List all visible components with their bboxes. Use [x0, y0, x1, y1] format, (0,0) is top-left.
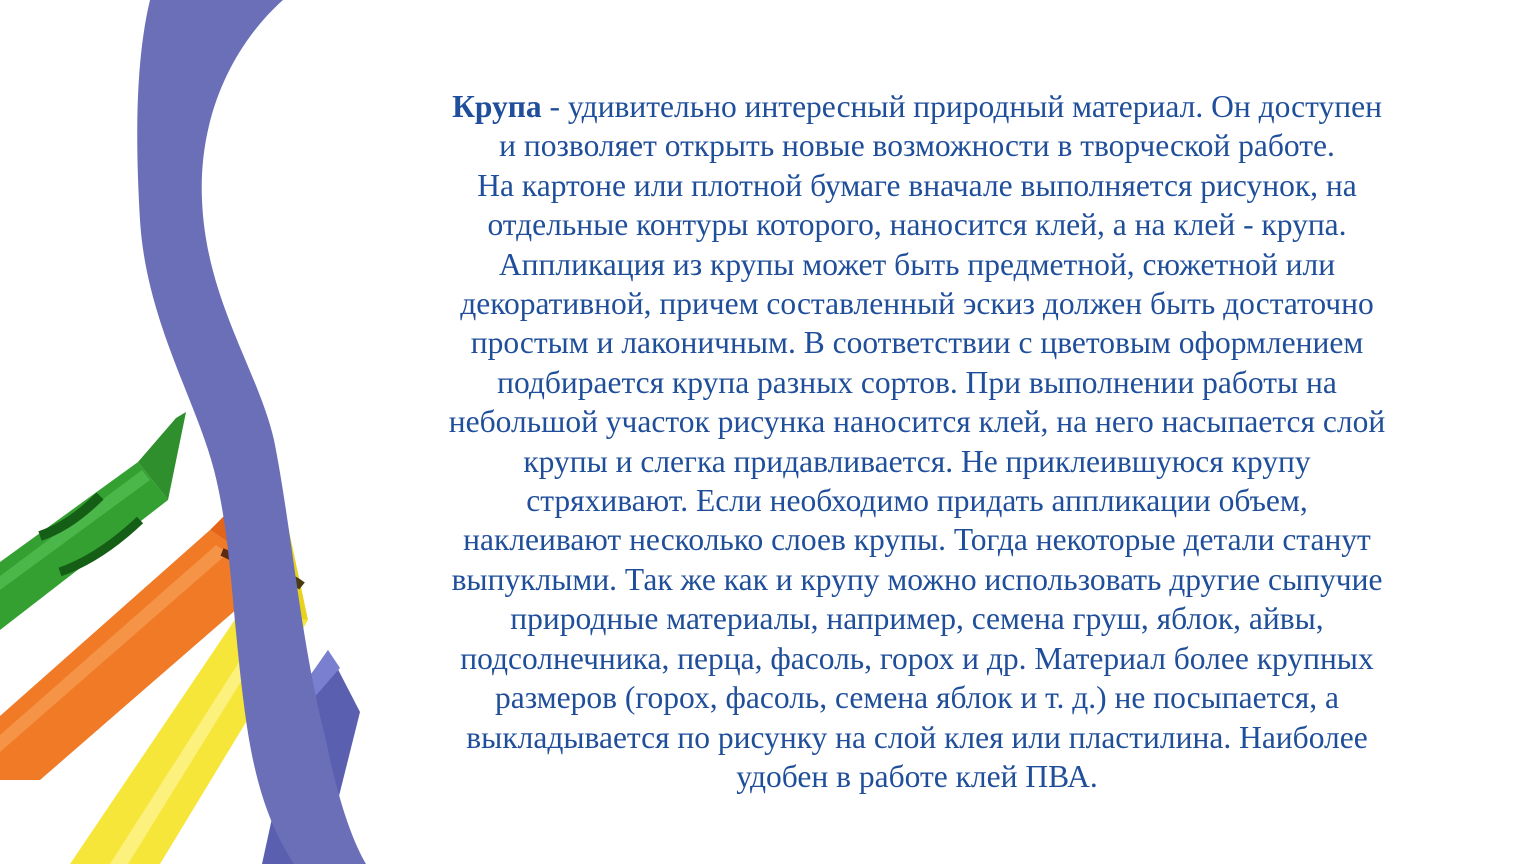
text-line: размеров (горох, фасоль, семена яблок и т. д.) не посыпается, а [495, 680, 1339, 716]
text-line: выпуклыми. Так же как и крупу можно использовать другие сыпучие [451, 561, 1383, 597]
text-line: подбирается крупа разных сортов. При выполнении работы на [497, 364, 1337, 400]
text-line: небольшой участок рисунка наносится клей, на него насыпается слой [448, 404, 1386, 440]
body-text [362, 87, 1472, 796]
text-line: выкладывается по рисунку на слой клея или пластилина. Наиболее [466, 719, 1368, 755]
text-line: декоративной, причем составленный эскиз должен быть достаточно [460, 286, 1374, 322]
text-line: подсолнечника, перца, фасоль, горох и др. Материал более крупных [460, 640, 1374, 676]
text-line: отдельные контуры которого, наносится клей, а на клей - крупа. [487, 207, 1347, 243]
text-line: удобен в работе клей ПВА. [736, 758, 1098, 794]
text-line: На картоне или плотной бумаге вначале выполняется рисунок, на [477, 167, 1357, 203]
text-line: крупы и слегка придавливается. Не приклеившуюся крупу [523, 443, 1311, 479]
text-line: Аппликация из крупы может быть предметной, сюжетной или [498, 246, 1336, 282]
text-line: простым и лаконичным. В соответствии с цветовым оформлением [470, 325, 1364, 361]
text-line [362, 87, 1472, 126]
text-line: наклеивают несколько слоев крупы. Тогда некоторые детали станут [463, 522, 1371, 558]
text-line: стряхивают. Если необходимо придать аппликации объем, [526, 483, 1308, 519]
text-line: и позволяет открыть новые возможности в творческой работе. [499, 128, 1335, 164]
text-line-continuation: - удивительно интересный природный материал. Он доступен [541, 89, 1382, 124]
text-line: природные материалы, например, семена груш, яблок, айвы, [510, 601, 1324, 637]
lead-word: Крупа [452, 89, 542, 124]
